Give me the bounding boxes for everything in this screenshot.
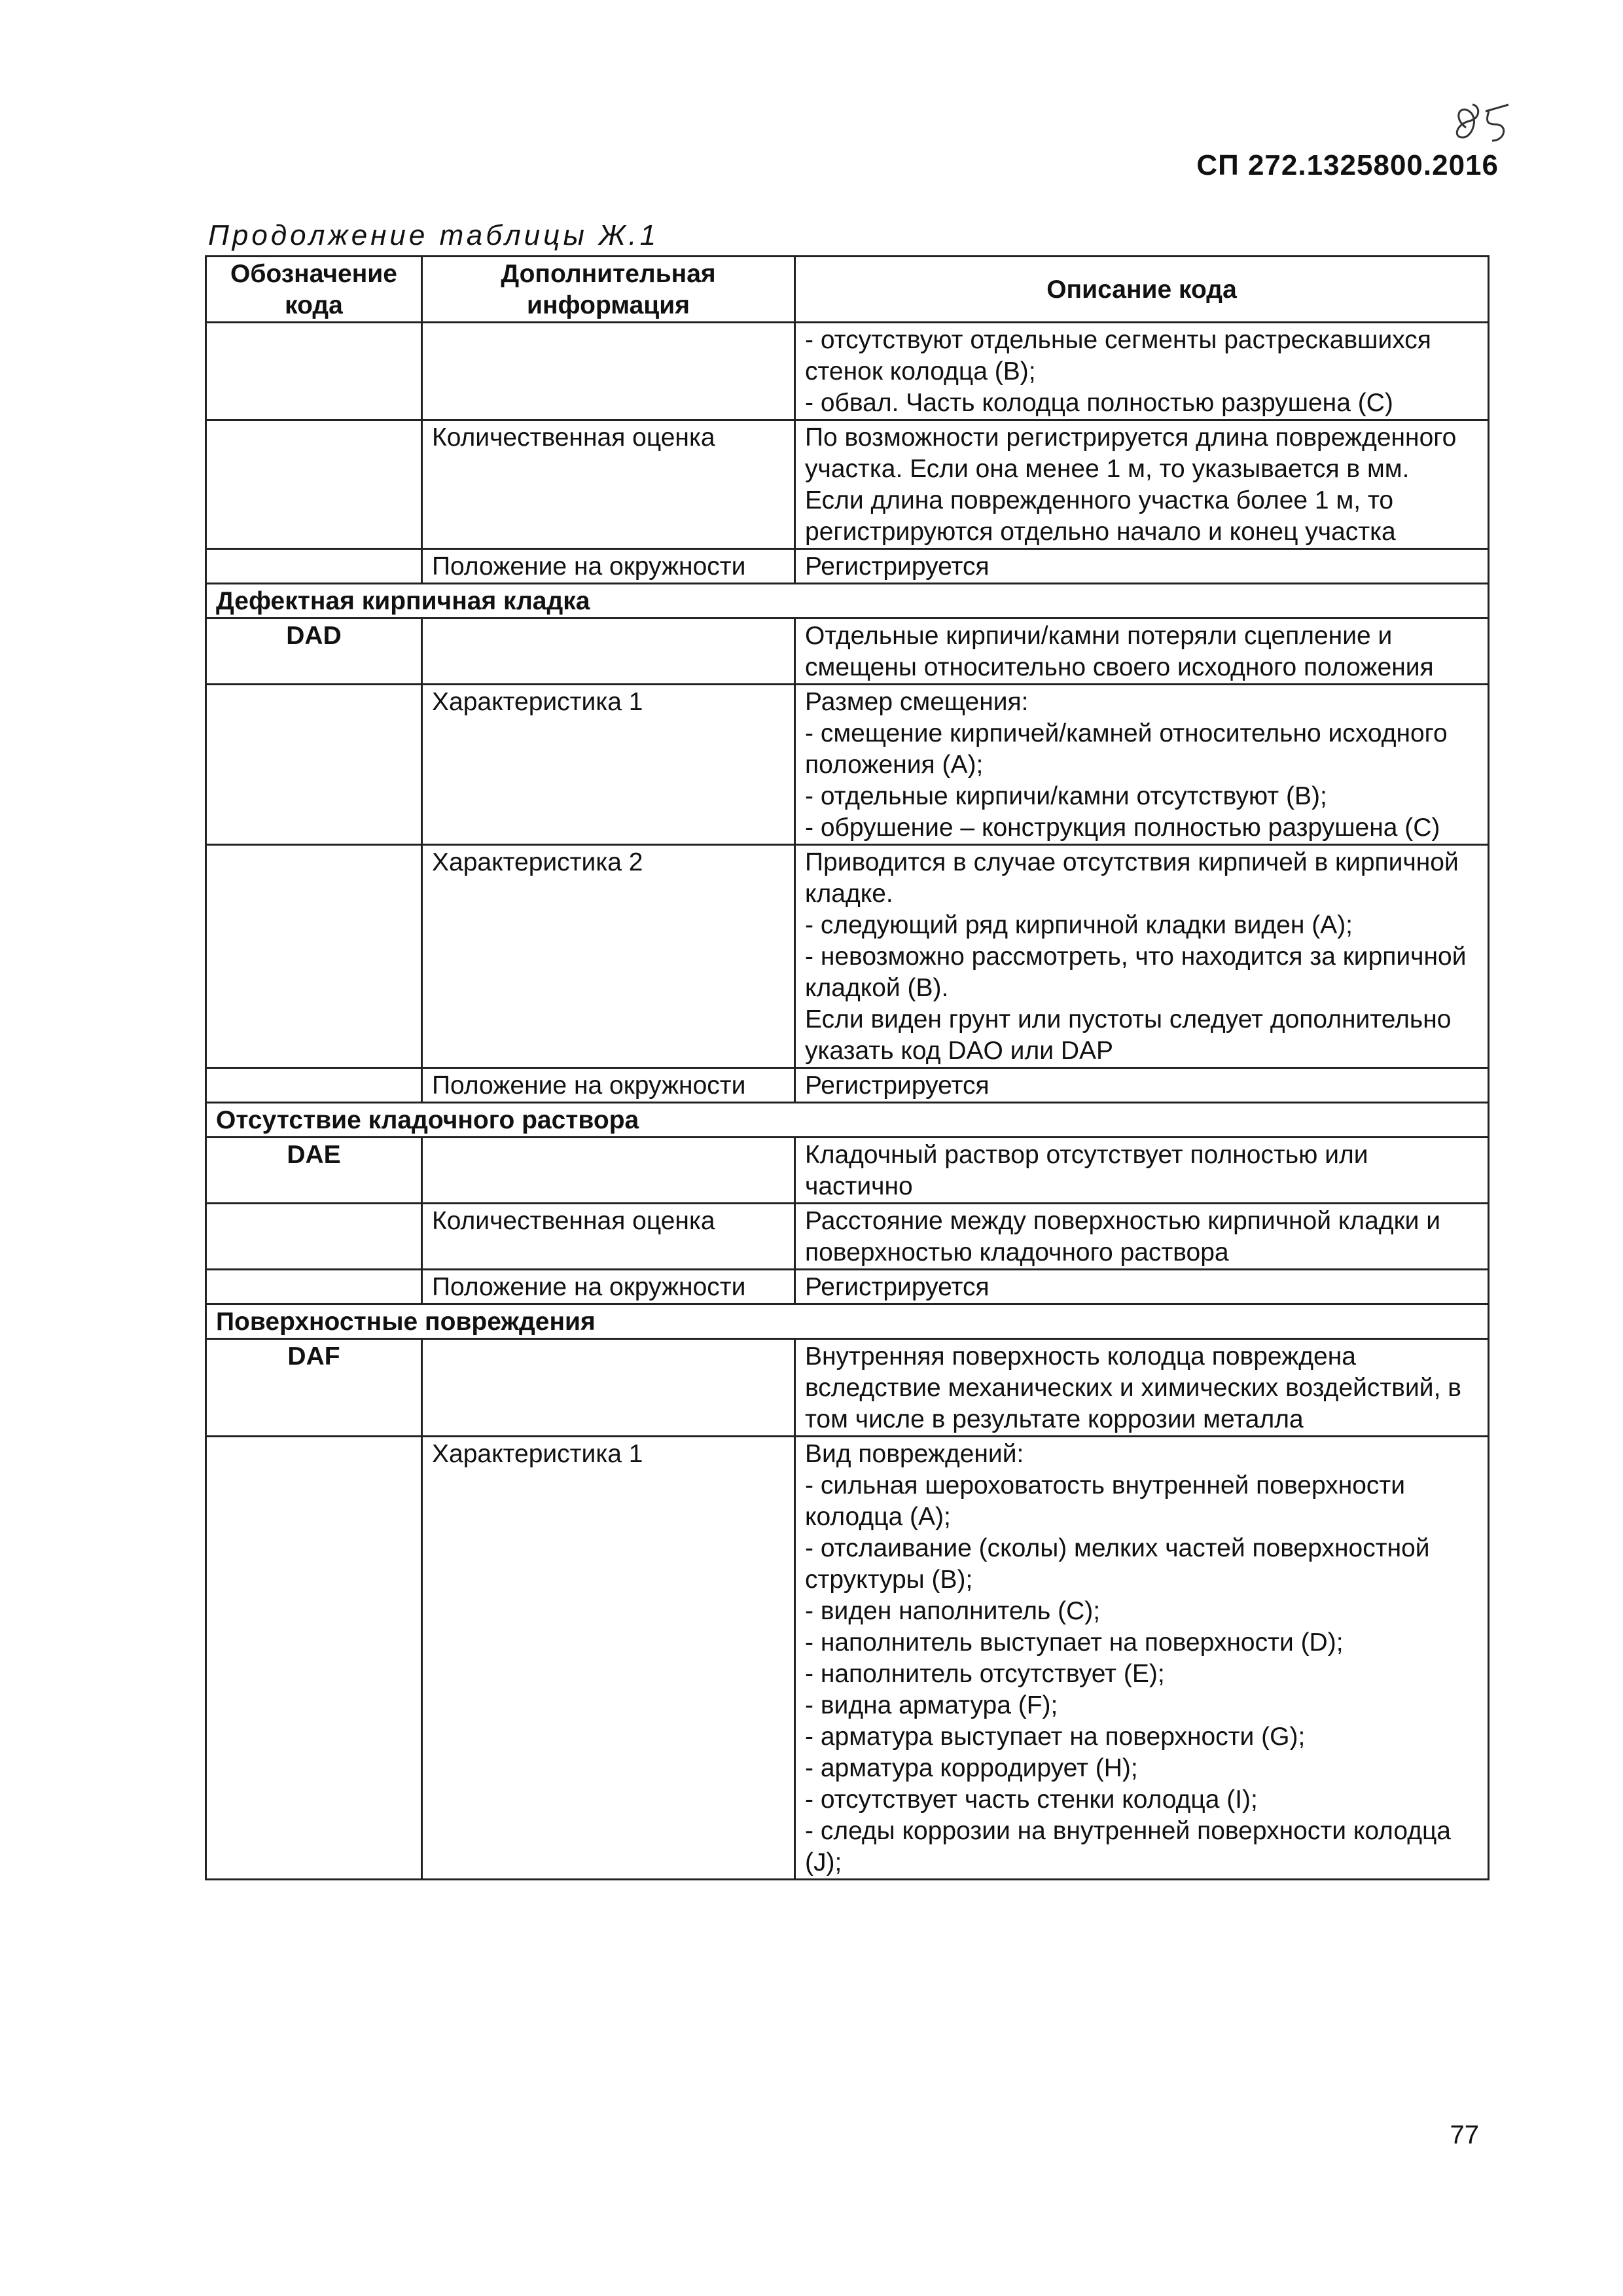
description-line: - арматура корродирует (H); [805,1754,1138,1782]
section-title-row [206,1103,1489,1138]
description-line: Вид повреждений: [805,1440,1024,1468]
section-title: Дефектная кирпичная кладка [206,584,1489,619]
code-cell [206,1437,422,1880]
table-row [206,845,1489,1068]
description-line: - наполнитель выступает на поверхности (D); [805,1628,1344,1657]
info-cell: Характеристика 1 [422,1437,795,1880]
header-code: Обозначение кода [206,257,422,323]
table-caption: Продолжение таблицы Ж.1 [208,219,660,251]
info-cell: Положение на окружности [422,549,795,584]
table-body [206,323,1489,1880]
handwritten-page-mark [1446,92,1518,151]
description-line: - отслаивание (сколы) мелких частей поверхностной структуры (В); [805,1534,1430,1594]
code-cell [206,1270,422,1304]
table-row [206,1068,1489,1103]
table-row [206,420,1489,549]
header-description: Описание кода [795,257,1489,323]
description-line: - смещение кирпичей/камней относительно исходного положения (А); [805,719,1448,779]
description-line: - наполнитель отсутствует (E); [805,1660,1165,1688]
code-cell [206,1068,422,1103]
info-cell [422,323,795,420]
description-line: - отсутствуют отдельные сегменты растрескавшихся стенок колодца (В); [805,326,1431,386]
description-line: - следы коррозии на внутренней поверхности колодца (J); [805,1817,1451,1876]
description-line: - следующий ряд кирпичной кладки виден (А); [805,911,1353,939]
table-row [206,549,1489,584]
info-cell: Положение на окружности [422,1270,795,1304]
page-number: 77 [1450,2121,1479,2149]
code-cell [206,420,422,549]
description-line: - сильная шероховатость внутренней поверхности колодца (А); [805,1471,1406,1531]
description-cell [795,845,1489,1068]
info-cell: Положение на окружности [422,1068,795,1103]
section-title-row [206,1304,1489,1339]
description-line: - невозможно рассмотреть, что находится за кирпичной кладкой (В). [805,942,1467,1002]
description-line: По возможности регистрируется длина поврежденного участка. Если она менее 1 м, то указывается в мм. [805,423,1457,483]
info-cell: Характеристика 1 [422,685,795,845]
table-row [206,323,1489,420]
description-cell [795,1138,1489,1204]
section-title-row [206,584,1489,619]
description-line: Размер смещения: [805,688,1029,716]
description-line: - обвал. Часть колодца полностью разрушена (С) [805,389,1393,417]
info-cell [422,1138,795,1204]
info-cell: Количественная оценка [422,1204,795,1270]
description-line: Регистрируется [805,1273,990,1301]
section-title: Отсутствие кладочного раствора [206,1103,1489,1138]
info-cell: Характеристика 2 [422,845,795,1068]
code-cell: DAF [206,1339,422,1437]
code-cell [206,549,422,584]
description-line: Внутренняя поверхность колодца повреждена вследствие механических и химических воздействий, в том числе в результате коррозии металла [805,1342,1461,1433]
description-line: Если длина поврежденного участка более 1 м, то регистрируются отдельно начало и конец участка [805,486,1396,546]
table-row [206,1138,1489,1204]
code-cell [206,685,422,845]
document-code: СП 272.1325800.2016 [1196,149,1499,181]
table-row [206,1270,1489,1304]
table-row [206,1339,1489,1437]
info-cell [422,619,795,685]
description-line: Приводится в случае отсутствия кирпичей в кирпичной кладке. [805,848,1459,908]
description-cell [795,1339,1489,1437]
description-cell [795,685,1489,845]
code-table [205,255,1489,1880]
section-title: Поверхностные повреждения [206,1304,1489,1339]
description-cell [795,323,1489,420]
description-line: Если виден грунт или пустоты следует дополнительно указать код DAO или DAP [805,1005,1452,1065]
description-cell [795,1204,1489,1270]
description-line: Отдельные кирпичи/камни потеряли сцепление и смещены относительно своего исходного положения [805,622,1434,681]
table-row [206,1204,1489,1270]
description-line: Регистрируется [805,552,990,581]
table-row [206,1437,1489,1880]
info-cell: Количественная оценка [422,420,795,549]
table-header-row [206,257,1489,323]
code-cell: DAD [206,619,422,685]
description-cell [795,619,1489,685]
code-cell [206,1204,422,1270]
description-cell [795,1437,1489,1880]
info-cell [422,1339,795,1437]
description-line: Расстояние между поверхностью кирпичной кладки и поверхностью кладочного раствора [805,1207,1441,1266]
description-line: - отдельные кирпичи/камни отсутствуют (В); [805,782,1327,810]
description-line: - виден наполнитель (С); [805,1597,1101,1625]
code-cell: DAE [206,1138,422,1204]
description-line: Кладочный раствор отсутствует полностью или частично [805,1141,1368,1200]
code-cell [206,845,422,1068]
description-line: - отсутствует часть стенки колодца (I); [805,1785,1258,1814]
description-line: - видна арматура (F); [805,1691,1058,1719]
description-cell [795,1270,1489,1304]
header-info: Дополнительная информация [422,257,795,323]
table-row [206,685,1489,845]
table-row [206,619,1489,685]
description-line: - арматура выступает на поверхности (G); [805,1723,1306,1751]
description-cell [795,1068,1489,1103]
code-cell [206,323,422,420]
description-cell [795,420,1489,549]
description-cell [795,549,1489,584]
description-line: Регистрируется [805,1071,990,1100]
description-line: - обрушение – конструкция полностью разрушена (С) [805,814,1440,842]
